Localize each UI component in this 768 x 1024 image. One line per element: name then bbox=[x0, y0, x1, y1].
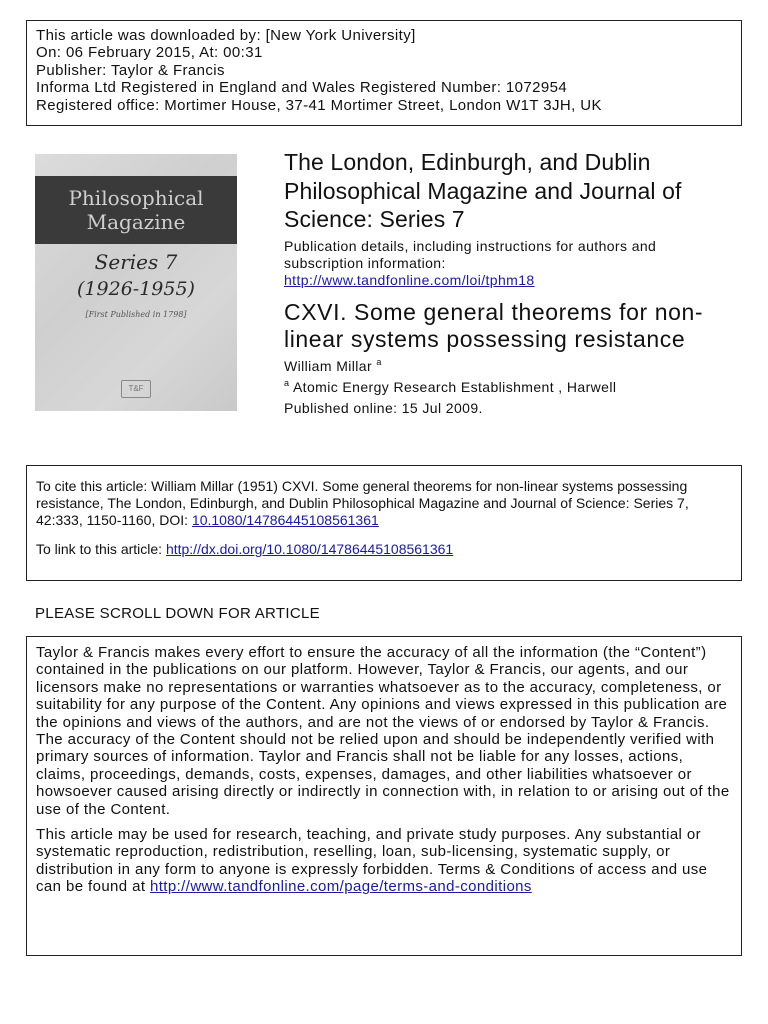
cover-title-band bbox=[35, 176, 237, 244]
author-line bbox=[284, 358, 734, 375]
journal-title: The London, Edinburgh, and Dublin Philosophical Magazine and Journal of Science: Series 7 bbox=[284, 149, 682, 232]
article-link-label: To link to this article: bbox=[36, 541, 166, 557]
download-notice-line: Informa Ltd Registered in England and Wales Registered Number: 1072954 bbox=[36, 79, 568, 97]
article-metadata bbox=[284, 148, 734, 417]
disclaimer-paragraph: Taylor & Francis makes every effort to ensure the accuracy of all the information (the “Content”) contained in the publications on our platform. However, Taylor & Francis, our agents, and our licensors make no representations or warranties whatsoever as to the accuracy, completeness, or suitability for any purpose of the Content. Any opinions and views expressed in this publication are the opinions and views of the authors, and are not the views of or endorsed by Taylor & Francis. The accuracy of the Content should not be relied upon and should be independently verified with primary sources of information. Taylor and Francis shall not be liable for any losses, actions, claims, proceedings, demands, costs, expenses, damages, and other liabilities whatsoever or howsoever caused arising directly or indirectly in connection with, in relation to or arising out of the use of the Content. bbox=[36, 644, 730, 818]
journal-cover-image bbox=[35, 154, 237, 411]
download-notice-line: Registered office: Mortimer House, 37-41 Mortimer Street, London W1T 3JH, UK bbox=[36, 96, 602, 114]
citation-text: To cite this article: William Millar (1951) CXVI. Some general theorems for non-linear systems possessing resistance, The London, Edinburgh, and Dublin Philosophical Magazine and Journal of Science: Series 7, 42:333, 1150-1160, DOI: bbox=[36, 478, 689, 528]
article-link[interactable]: http://dx.doi.org/10.1080/14786445108561361 bbox=[165, 541, 454, 557]
affiliation-superscript: a bbox=[284, 377, 290, 388]
download-notice-box bbox=[26, 20, 742, 126]
article-link-line bbox=[36, 541, 732, 558]
usage-text: This article may be used for research, teaching, and private study purposes. Any substantial or systematic reproduction, redistribution, reselling, loan, sub-licensing, systematic supply, or distribution in any form to anyone is expressly forbidden. Terms & Conditions of access and use can be found at bbox=[36, 826, 708, 896]
cover-years: (1926-1955) bbox=[77, 278, 195, 300]
usage-paragraph bbox=[36, 826, 732, 896]
cover-title-line: Philosophical bbox=[68, 186, 204, 210]
citation-box bbox=[26, 465, 742, 581]
legal-disclaimer-box bbox=[26, 636, 742, 956]
publication-details-text: Publication details, including instructions for authors and subscription information: bbox=[284, 237, 657, 271]
published-date: Published online: 15 Jul 2009. bbox=[284, 399, 483, 416]
download-notice-line: Publisher: Taylor & Francis bbox=[36, 61, 225, 79]
doi-link[interactable]: 10.1080/14786445108561361 bbox=[191, 512, 379, 528]
cover-small-text: [First Published in 1798] bbox=[85, 310, 187, 319]
scroll-notice: PLEASE SCROLL DOWN FOR ARTICLE bbox=[35, 605, 320, 622]
author-name: William Millar bbox=[284, 357, 373, 374]
article-title: CXVI. Some general theorems for non-linear systems possessing resistance bbox=[284, 298, 704, 352]
download-notice-line: On: 06 February 2015, At: 00:31 bbox=[36, 44, 263, 62]
affiliation: Atomic Energy Research Establishment , Harwell bbox=[292, 378, 617, 395]
cover-title-line: Magazine bbox=[86, 210, 186, 234]
citation-paragraph bbox=[36, 478, 732, 529]
publication-details bbox=[284, 238, 734, 289]
cover-series: Series 7 bbox=[94, 250, 178, 274]
publisher-logo-icon: T&F bbox=[121, 380, 151, 398]
journal-link[interactable]: http://www.tandfonline.com/loi/tphm18 bbox=[284, 271, 535, 288]
download-notice-line: This article was downloaded by: [New York University] bbox=[36, 27, 416, 44]
author-superscript: a bbox=[376, 356, 382, 367]
terms-link[interactable]: http://www.tandfonline.com/page/terms-and-conditions bbox=[150, 878, 532, 896]
affiliation-line bbox=[284, 379, 734, 396]
